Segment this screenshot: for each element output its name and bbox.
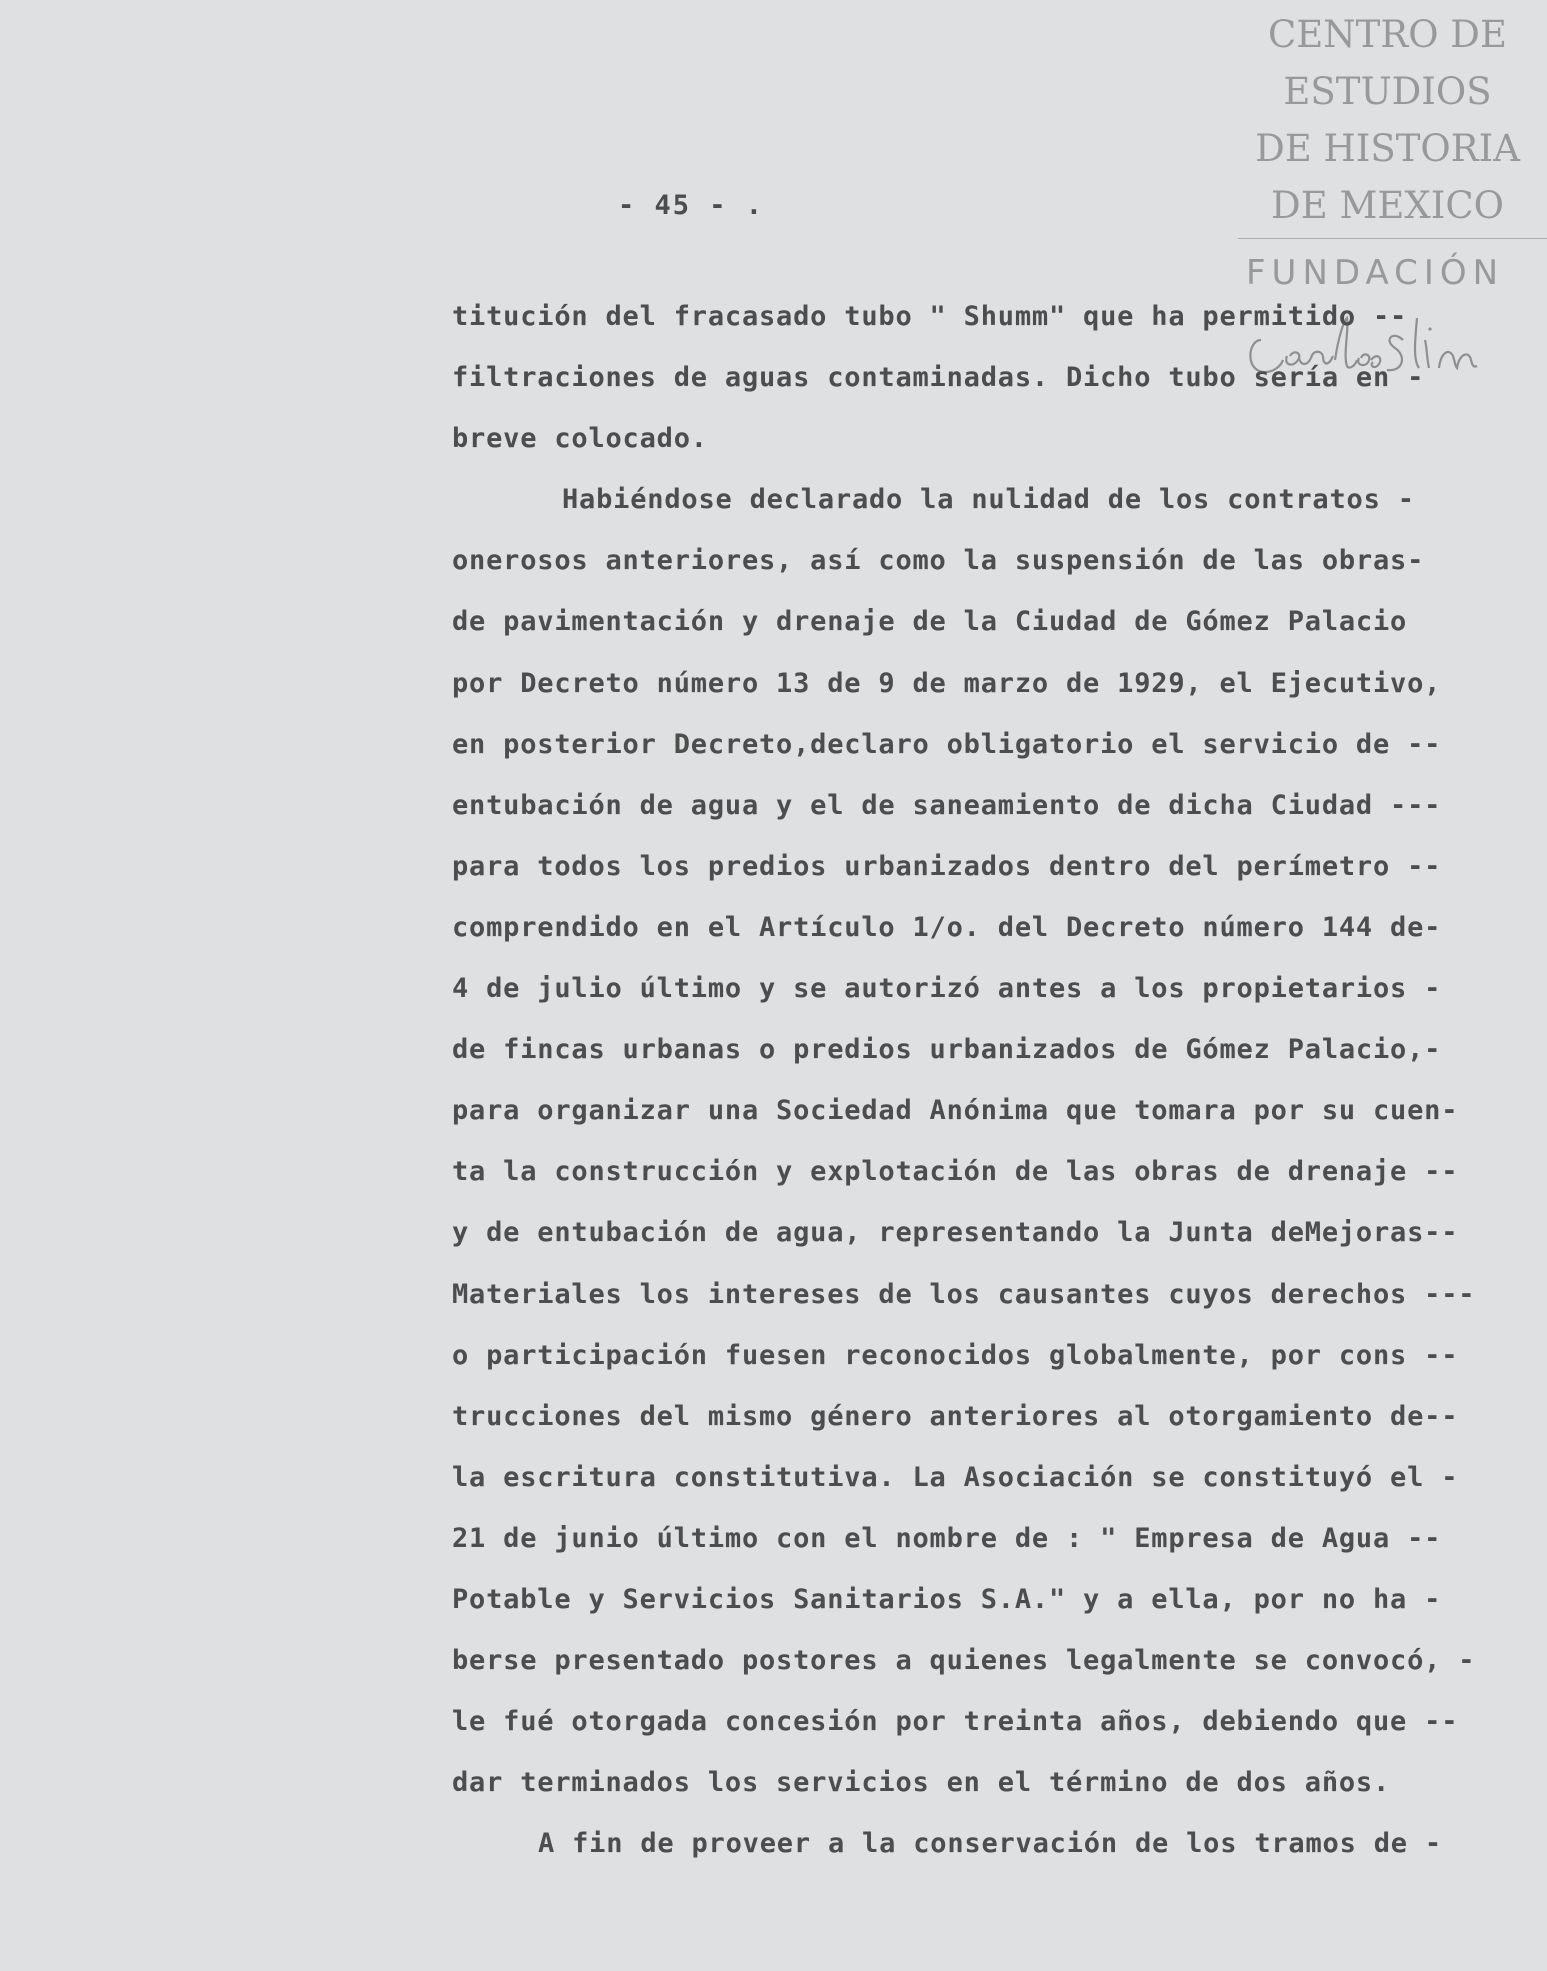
text-line: dar terminados los servicios en el término de dos años. bbox=[452, 1767, 1391, 1799]
text-line: breve colocado. bbox=[452, 423, 708, 455]
text-line: Potable y Servicios Sanitarios S.A." y a ella, por no ha - bbox=[452, 1583, 1442, 1615]
text-line: o participación fuesen reconocidos globalmente, por cons -- bbox=[452, 1339, 1459, 1371]
text-line: titución del fracasado tubo " Shumm" que ha permitido -- bbox=[452, 301, 1408, 332]
text-line: para todos los predios urbanizados dentro del perímetro -- bbox=[452, 850, 1442, 882]
text-line: por Decreto número 13 de 9 de marzo de 1929, el Ejecutivo, bbox=[452, 667, 1442, 699]
text-line: y de entubación de agua, representando la Junta deMejoras-- bbox=[452, 1217, 1459, 1249]
text-line: Habiéndose declarado la nulidad de los contratos - bbox=[562, 484, 1415, 516]
text-line: 4 de julio último y se autorizó antes a los propietarios - bbox=[452, 973, 1442, 1005]
text-line: le fué otorgada concesión por treinta años, debiendo que -- bbox=[452, 1706, 1459, 1738]
page-number: - 45 - . bbox=[618, 190, 765, 221]
typewritten-text-body bbox=[452, 296, 1522, 1884]
text-line: A fin de proveer a la conservación de los tramos de - bbox=[538, 1828, 1442, 1860]
watermark-foundation: FUNDACIÓN bbox=[1246, 253, 1505, 293]
watermark-title-line: DE HISTORIA bbox=[1255, 127, 1520, 170]
text-line: para organizar una Sociedad Anónima que tomara por su cuen- bbox=[452, 1095, 1459, 1127]
text-line: trucciones del mismo género anteriores al otorgamiento de-- bbox=[452, 1400, 1459, 1432]
watermark-title-line: CENTRO DE bbox=[1267, 13, 1507, 56]
text-line: entubación de agua y el de saneamiento de dicha Ciudad --- bbox=[452, 789, 1442, 821]
watermark-title-line: DE MEXICO bbox=[1271, 184, 1504, 227]
watermark-divider bbox=[1238, 238, 1547, 239]
text-line: la escritura constitutiva. La Asociación se constituyó el - bbox=[452, 1461, 1459, 1493]
watermark-title-line: ESTUDIOS bbox=[1283, 70, 1492, 113]
text-line: ta la construcción y explotación de las obras de drenaje -- bbox=[452, 1156, 1459, 1188]
text-line: de fincas urbanas o predios urbanizados de Gómez Palacio,- bbox=[452, 1034, 1442, 1066]
text-line: onerosos anteriores, así como la suspensión de las obras- bbox=[452, 545, 1425, 577]
text-line: en posterior Decreto,declaro obligatorio el servicio de -- bbox=[452, 728, 1442, 760]
text-line: Materiales los intereses de los causantes cuyos derechos --- bbox=[452, 1278, 1476, 1310]
archive-watermark bbox=[1238, 6, 1547, 293]
text-line: filtraciones de aguas contaminadas. Dicho tubo sería en - bbox=[452, 362, 1425, 394]
text-line: de pavimentación y drenaje de la Ciudad de Gómez Palacio bbox=[452, 606, 1408, 638]
text-line: 21 de junio último con el nombre de : " Empresa de Agua -- bbox=[452, 1522, 1442, 1554]
text-line: berse presentado postores a quienes legalmente se convocó, - bbox=[452, 1645, 1476, 1677]
text-line: comprendido en el Artículo 1/o. del Decreto número 144 de- bbox=[452, 911, 1442, 943]
